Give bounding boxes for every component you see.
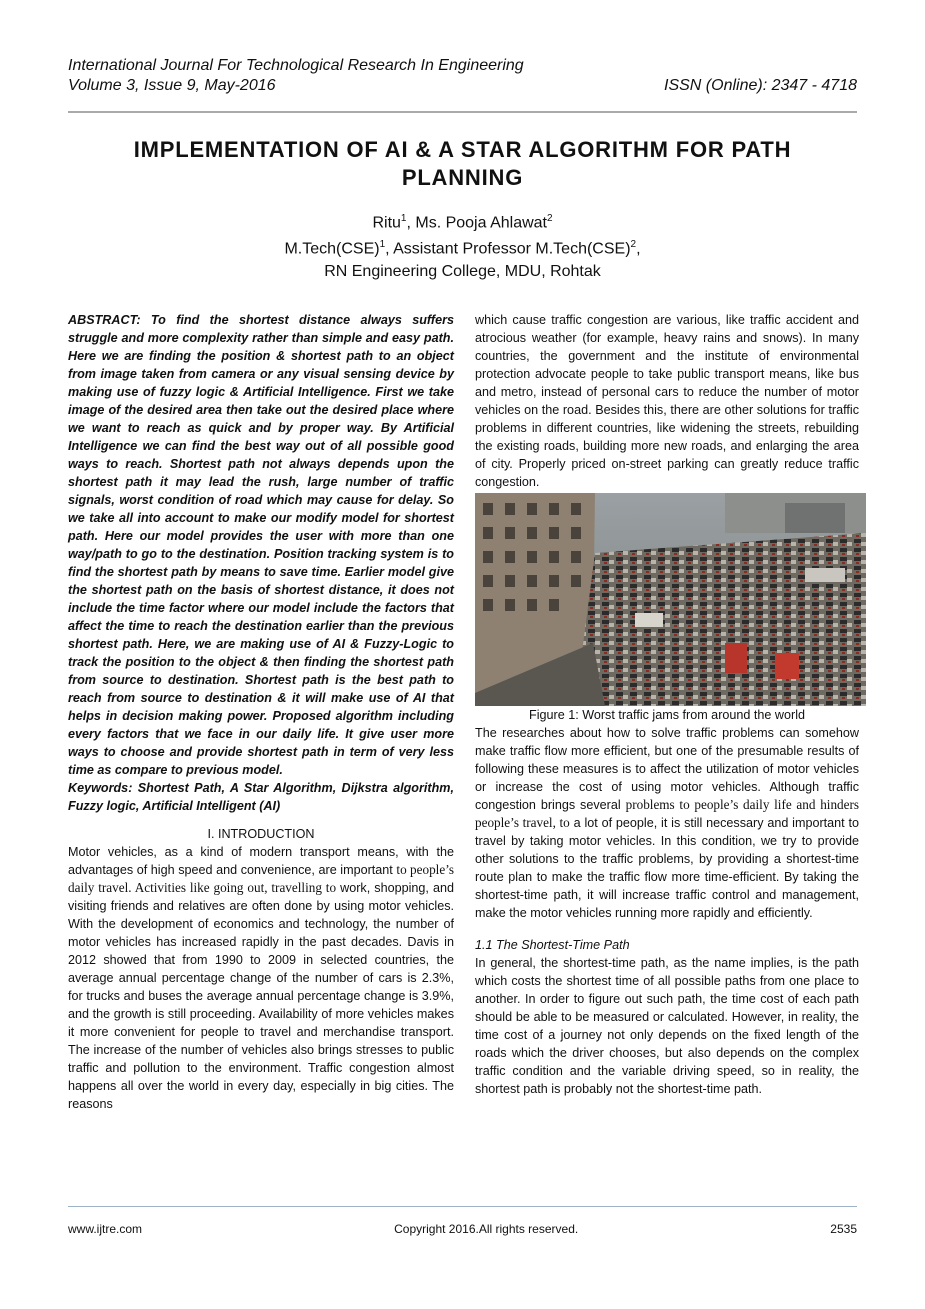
issn: ISSN (Online): 2347 - 4718 — [664, 77, 857, 94]
paragraph-researches: The researches about how to solve traffic problems can somehow make traffic flow more efficient, but one of the presumable results of following these measures is to affect the utilization of motor vehicles or increase the cost of using motor vehicles. Although traffic congestion brings several problems to people’s daily life and hinders people’s travel, to a lot of people, it is still necessary and important to travel by taking motor vehicles. In this condition, we try to provide other solutions to the traffic problems, by providing a shortest-time route plan to make the traffic flow more time-efficient. By taking the shortest-time path, it will increase traffic control and management, make the motor vehicles running more rapidly and efficiently. — [475, 726, 860, 920]
header-rule — [68, 111, 857, 113]
subsection-heading: 1.1 The Shortest-Time Path — [475, 938, 630, 952]
journal-header — [68, 56, 857, 96]
intro-paragraph: Motor vehicles, as a kind of modern transport means, with the advantages of high speed and convenience, are important to people’s daily travel. Activities like going out, travelling to work, shopping, and visiting friends and relatives are often done by using motor vehicles. With the development of economics and technology, the number of motor vehicles has increased rapidly in the past decades. Davis in 2012 showed that from 1990 to 2009 in selected countries, the average annual percentage change of the number of cars is 2.3%, for trucks and buses the average annual percentage change is 3.9%, and the growth is still proceeding. Availability of more vehicles makes it more convenient for people to travel and merchandise transport. The increase of the number of vehicles also brings stresses to public traffic and pollution to the environment. Traffic congestion almost happens all over the world in every day, especially in big cities. The reasons — [68, 845, 454, 1111]
paper-title — [68, 136, 857, 192]
paragraph-traffic-causes: which cause traffic congestion are various, like traffic accident and atrocious weather (for example, heavy rains and snows). In many countries, the government and the institute of environmental protection advocate people to take public transport means, like bus and metro, instead of personal cars to reduce the number of motor vehicles on the road. Besides this, there are other solutions for traffic problems in different countries, like widening the streets, rebuilding the existing roads, building more new roads, and enlarging the area of city. Properly priced on-street parking can greatly reduce traffic congestion. — [475, 313, 859, 489]
figure-caption: Figure 1: Worst traffic jams from around the world — [529, 708, 805, 722]
intro-heading: I. INTRODUCTION — [207, 827, 315, 841]
abstract: ABSTRACT: To find the shortest distance always suffers struggle and more complexity rather than simple and easy path. Here we are finding the position & shortest path to an object from image taken from camera or any visual sensing device by making use of fuzzy logic & Artificial Intelligence. First we take image of the desired area then take out the desired place where we want to reach as quick and by proper way. By Artificial Intelligence we can find the best way out of all possible good ways to reach. Shortest path not always depends upon the shortest path it may lead the rush, large number of traffic signals, worst condition of road which may cause for delay. So we take all into account to make our modify model for shortest path. Here our model provides the user with more than one way/path to go to the destination. Position tracking system is to find the shortest path by means to save time. Earlier model give the shortest path on the basis of shortest distance, it does not include the time factor where our model include the factors that affect the time to reach the destination earlier than the previous shortest path. Here, we are making use of AI & Fuzzy-Logic to track the position to the object & then finding the shortest path from source to destination. Shortest path is the best path to reach from source to destination & it will make use of AI that helps in decision making power. Proposed algorithm including every factors that we face in our daily life. It give user more ways to choose and provide shortest path in term of very less time as compare to previous model. — [68, 313, 454, 777]
author-block — [68, 208, 857, 283]
volume-issue: Volume 3, Issue 9, May-2016 — [68, 77, 276, 94]
author-names: Ritu$^1$, Ms. Pooja Ahlawat$^2$ — [372, 213, 553, 232]
right-column — [475, 311, 859, 1098]
author-degrees: M.Tech(CSE)$^1$, Assistant Professor M.Tech(CSE)$^2$, — [284, 239, 641, 258]
footer-rule — [68, 1206, 857, 1207]
keywords: Keywords: Shortest Path, A Star Algorithm, Dijkstra algorithm, Fuzzy logic, Artificial Intelligent (AI) — [68, 781, 454, 813]
title-line-1: IMPLEMENTATION OF AI & A STAR ALGORITHM FOR PATH — [133, 137, 792, 162]
title-line-2: PLANNING — [401, 165, 524, 190]
footer-copyright: Copyright 2016.All rights reserved. — [394, 1222, 579, 1236]
journal-name: International Journal For Technological Research In Engineering — [68, 57, 524, 74]
paragraph-shortest-time: In general, the shortest-time path, as the name implies, is the path which costs the shortest time of all possible paths from one place to another. In order to figure out such path, the time cost of each path should be able to be measured or calculated. However, in reality, the time cost of a journey not only depends on the fixed length of the roads which the driver chooses, but also depends on the complex traffic condition and the variable driving speed, so in reality, the shortest path is probably not the shortest-time path. — [475, 956, 859, 1096]
page-footer — [68, 1222, 857, 1236]
affiliation: RN Engineering College, MDU, Rohtak — [324, 262, 601, 280]
page-number: 2535 — [830, 1222, 857, 1236]
left-column — [68, 311, 454, 1113]
footer-site-link[interactable]: www.ijtre.com — [68, 1222, 143, 1236]
traffic-jam-photo — [475, 493, 866, 706]
